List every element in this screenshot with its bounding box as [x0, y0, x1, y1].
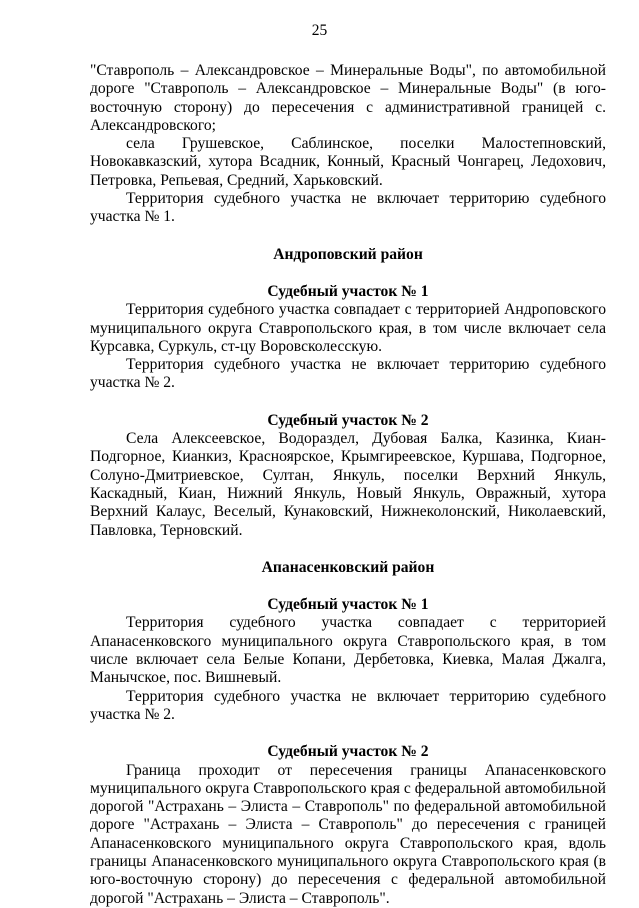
plot-heading: Судебный участок № 1	[267, 282, 429, 300]
plot-heading: Судебный участок № 1	[267, 596, 429, 614]
plot-paragraph: Территория судебного участка не включает территорию судебного участка № 2.	[90, 687, 606, 723]
plot-heading: Судебный участок № 2	[267, 743, 429, 761]
document-body	[90, 62, 606, 908]
plot-paragraph: Села Алексеевское, Водораздел, Дубовая Балка, Казинка, Киан-Подгорное, Кианкиз, Красноярское, Крымгиреевское, Куршава, Подгорное, Солуно-Дмитриевское, Султан, Янкуль, поселки Верхний Янкуль, Каскадный, Киан, Нижний Янкуль, Новый Янкуль, Овражный, хутора Верхний Калаус, Веселый, Кунаковский, Нижнеколонский, Николаевский, Павловка, Терновский.	[90, 430, 606, 539]
plot-paragraph: Граница проходит от пересечения границы Апанасенковского муниципального округа Ставропольского края с федеральной автомобильной дорогой "Астрахань – Элиста – Ставрополь" по федеральной автомобильной дороге "Астрахань – Элиста – Ставрополь" до пересечения с границей Апанасенковского муниципального округа Ставропольского края, вдоль границы Апанасенковского муниципального округа Ставропольского края (в юго-восточную сторону) до пересечения с федеральной автомобильной дорогой "Астрахань – Элиста – Ставрополь".	[90, 761, 606, 907]
plot-paragraph: Территория судебного участка совпадает с территорией Апанасенковского муниципального округа Ставропольского края, в том числе включает села Белые Копани, Дербетовка, Киевка, Малая Джалга, Манычское, пос. Вишневый.	[90, 614, 606, 687]
paragraph-exclusion: Территория судебного участка не включает территорию судебного участка № 1.	[90, 190, 606, 226]
plot-paragraph: Территория судебного участка не включает территорию судебного участка № 2.	[90, 356, 606, 392]
plot-paragraph: Территория судебного участка совпадает с территорией Андроповского муниципального округа Ставропольского края, в том числе включает села Курсавка, Суркуль, ст-цу Воровсколесскую.	[90, 301, 606, 355]
plot-heading: Судебный участок № 2	[267, 411, 429, 429]
paragraph-settlements: села Грушевское, Саблинское, поселки Малостепновский, Новокавказский, хутора Всадник, Конный, Красный Чонгарец, Ледохович, Петровка, Репьевая, Средний, Харьковский.	[90, 135, 606, 189]
paragraph-continuation: "Ставрополь – Александровское – Минеральные Воды", по автомобильной дороге "Ставрополь – Александровское – Минеральные Воды" (в юго-восточную сторону) до пересечения с административной границей с. Александровского;	[90, 62, 606, 134]
district-heading-apanasenkovsky: Апанасенковский район	[261, 558, 435, 576]
district-heading-andropovsky: Андроповский район	[273, 245, 423, 263]
page-number: 25	[311, 22, 328, 39]
